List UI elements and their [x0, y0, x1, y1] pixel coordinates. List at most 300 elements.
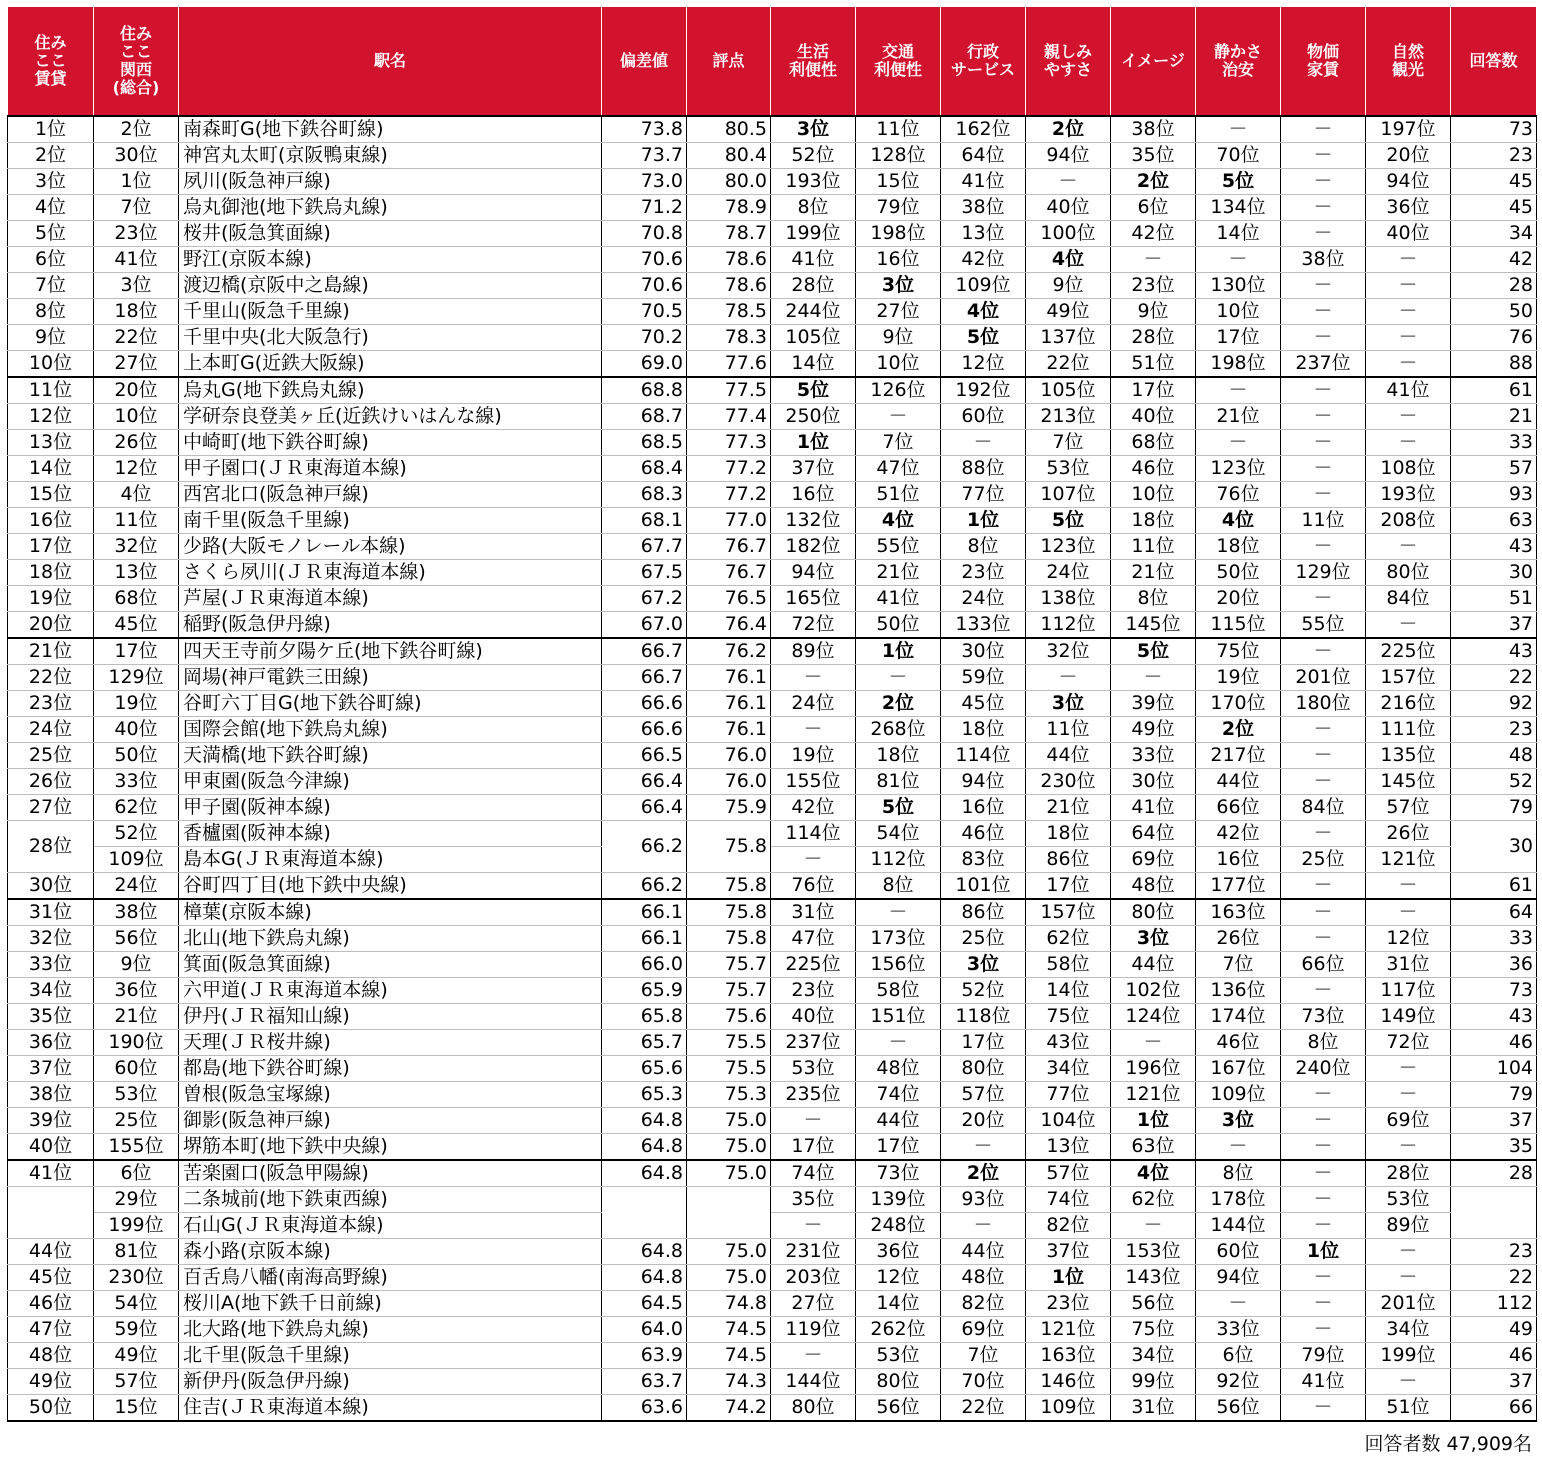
cell-rank-kansai: 10位	[94, 404, 179, 430]
cell-station-name: 曽根(阪急宝塚線)	[179, 1082, 602, 1108]
table-row	[8, 404, 1537, 430]
table-row	[8, 873, 1537, 900]
cell-price-rent: －	[1281, 586, 1366, 612]
header-deviation: 偏差値	[602, 7, 687, 117]
cell-rank-kansai: 190位	[94, 1030, 179, 1056]
cell-price-rent: 180位	[1281, 691, 1366, 717]
table-row	[8, 273, 1537, 299]
cell-rank-rent: 1位	[8, 116, 94, 143]
cell-response-count: 79	[1451, 795, 1537, 821]
cell-station-name: 四天王寺前夕陽ケ丘(地下鉄谷町線)	[179, 638, 602, 665]
cell-price-rent: －	[1281, 482, 1366, 508]
cell-score: 78.7	[687, 221, 771, 247]
cell-price-rent: －	[1281, 273, 1366, 299]
cell-score: 80.5	[687, 116, 771, 143]
cell-rank-kansai: 27位	[94, 351, 179, 378]
cell-image: －	[1111, 1213, 1196, 1239]
cell-quiet-safety: 18位	[1196, 534, 1281, 560]
cell-deviation: 70.6	[602, 273, 687, 299]
cell-convenience-life: 165位	[771, 586, 856, 612]
cell-deviation: 70.5	[602, 299, 687, 325]
cell-convenience-life: 105位	[771, 325, 856, 351]
cell-quiet-safety: －	[1196, 430, 1281, 456]
cell-station-name: 北山(地下鉄烏丸線)	[179, 926, 602, 952]
cell-price-rent: 79位	[1281, 1343, 1366, 1369]
cell-nature-tourism: －	[1366, 247, 1451, 273]
cell-price-rent: －	[1281, 1395, 1366, 1422]
cell-price-rent: －	[1281, 638, 1366, 665]
cell-friendliness: 105位	[1026, 377, 1111, 404]
cell-price-rent: 237位	[1281, 351, 1366, 378]
cell-admin-service: 17位	[941, 1030, 1026, 1056]
cell-friendliness: 138位	[1026, 586, 1111, 612]
cell-convenience-life: 250位	[771, 404, 856, 430]
cell-price-rent: 1位	[1281, 1239, 1366, 1265]
cell-friendliness: 2位	[1026, 116, 1111, 143]
cell-rank-rent: 47位	[8, 1317, 94, 1343]
cell-quiet-safety: 94位	[1196, 1265, 1281, 1291]
cell-response-count: 37	[1451, 612, 1537, 639]
cell-convenience-transport: 74位	[856, 1082, 941, 1108]
cell-price-rent: 41位	[1281, 1369, 1366, 1395]
cell-score: 75.8	[687, 873, 771, 900]
cell-friendliness: 43位	[1026, 1030, 1111, 1056]
cell-score: 76.0	[687, 743, 771, 769]
cell-convenience-transport: 47位	[856, 456, 941, 482]
cell-convenience-life: 114位	[771, 821, 856, 847]
cell-rank-kansai: 81位	[94, 1239, 179, 1265]
cell-price-rent: －	[1281, 534, 1366, 560]
cell-price-rent: －	[1281, 1213, 1366, 1239]
cell-station-name: 南千里(阪急千里線)	[179, 508, 602, 534]
cell-response-count: 66	[1451, 1395, 1537, 1422]
respondent-count: 回答者数 47,909名	[1364, 1433, 1532, 1455]
cell-response-count: 28	[1451, 1160, 1537, 1187]
cell-deviation: 66.1	[602, 926, 687, 952]
cell-image: 10位	[1111, 482, 1196, 508]
cell-station-name: 六甲道(ＪＲ東海道本線)	[179, 978, 602, 1004]
cell-score: 76.7	[687, 560, 771, 586]
cell-price-rent: 84位	[1281, 795, 1366, 821]
cell-admin-service: 57位	[941, 1082, 1026, 1108]
cell-convenience-transport: 248位	[856, 1213, 941, 1239]
cell-station-name: 堺筋本町(地下鉄中央線)	[179, 1134, 602, 1161]
cell-admin-service: 42位	[941, 247, 1026, 273]
table-row	[8, 1108, 1537, 1134]
cell-rank-rent: 44位	[8, 1239, 94, 1265]
cell-rank-kansai: 62位	[94, 795, 179, 821]
table-row	[8, 1134, 1537, 1161]
cell-score: 75.8	[687, 926, 771, 952]
cell-image: 48位	[1111, 873, 1196, 900]
cell-quiet-safety: 10位	[1196, 299, 1281, 325]
cell-image: 18位	[1111, 508, 1196, 534]
cell-nature-tourism: 225位	[1366, 638, 1451, 665]
cell-score: 75.7	[687, 952, 771, 978]
cell-station-name: 渡辺橋(京阪中之島線)	[179, 273, 602, 299]
cell-response-count: 61	[1451, 377, 1537, 404]
cell-deviation: 66.6	[602, 717, 687, 743]
cell-rank-kansai: 230位	[94, 1265, 179, 1291]
cell-friendliness: －	[1026, 665, 1111, 691]
cell-convenience-life: 27位	[771, 1291, 856, 1317]
cell-friendliness: 1位	[1026, 1265, 1111, 1291]
cell-convenience-transport: 2位	[856, 691, 941, 717]
cell-friendliness: 53位	[1026, 456, 1111, 482]
header-convenience-transport: 交通 利便性	[856, 7, 941, 117]
table-row	[8, 221, 1537, 247]
cell-convenience-transport: 51位	[856, 482, 941, 508]
cell-admin-service: 192位	[941, 377, 1026, 404]
header-nature-tourism: 自然 観光	[1366, 7, 1451, 117]
cell-quiet-safety: 8位	[1196, 1160, 1281, 1187]
header-quiet-safety: 静かさ 治安	[1196, 7, 1281, 117]
cell-nature-tourism: 216位	[1366, 691, 1451, 717]
cell-quiet-safety: 42位	[1196, 821, 1281, 847]
cell-friendliness: 21位	[1026, 795, 1111, 821]
cell-friendliness: 109位	[1026, 1395, 1111, 1422]
cell-response-count: 43	[1451, 534, 1537, 560]
cell-nature-tourism: 20位	[1366, 143, 1451, 169]
cell-rank-rent: 27位	[8, 795, 94, 821]
cell-station-name: 香櫨園(阪神本線)	[179, 821, 602, 847]
cell-image: －	[1111, 665, 1196, 691]
cell-quiet-safety: 33位	[1196, 1317, 1281, 1343]
cell-station-name: 国際会館(地下鉄烏丸線)	[179, 717, 602, 743]
table-row	[8, 430, 1537, 456]
cell-deviation: 70.8	[602, 221, 687, 247]
cell-response-count: 34	[1451, 221, 1537, 247]
cell-convenience-life: 19位	[771, 743, 856, 769]
cell-deviation: 68.7	[602, 404, 687, 430]
cell-score: 75.6	[687, 1004, 771, 1030]
cell-convenience-life: －	[771, 1343, 856, 1369]
cell-image: 35位	[1111, 143, 1196, 169]
cell-admin-service: 88位	[941, 456, 1026, 482]
cell-deviation: 64.5	[602, 1291, 687, 1317]
cell-deviation: 67.5	[602, 560, 687, 586]
cell-admin-service: 133位	[941, 612, 1026, 639]
cell-image: 40位	[1111, 404, 1196, 430]
cell-station-name: 甲東園(阪急今津線)	[179, 769, 602, 795]
cell-rank-kansai: 32位	[94, 534, 179, 560]
cell-score	[687, 1187, 771, 1239]
cell-rank-rent: 11位	[8, 377, 94, 404]
cell-rank-kansai: 17位	[94, 638, 179, 665]
cell-score: 77.2	[687, 482, 771, 508]
cell-quiet-safety: 2位	[1196, 717, 1281, 743]
cell-friendliness: 37位	[1026, 1239, 1111, 1265]
table-row	[8, 1317, 1537, 1343]
cell-quiet-safety: 178位	[1196, 1187, 1281, 1213]
cell-image: 56位	[1111, 1291, 1196, 1317]
header-admin-service: 行政 サービス	[941, 7, 1026, 117]
cell-response-count: 43	[1451, 638, 1537, 665]
cell-friendliness: －	[1026, 169, 1111, 195]
cell-quiet-safety: 20位	[1196, 586, 1281, 612]
cell-price-rent: －	[1281, 899, 1366, 926]
cell-quiet-safety: 217位	[1196, 743, 1281, 769]
cell-image: 28位	[1111, 325, 1196, 351]
cell-convenience-life: 80位	[771, 1395, 856, 1422]
cell-rank-rent: 21位	[8, 638, 94, 665]
cell-convenience-transport: 14位	[856, 1291, 941, 1317]
table-row	[8, 847, 1537, 873]
cell-quiet-safety: 163位	[1196, 899, 1281, 926]
cell-convenience-transport: 18位	[856, 743, 941, 769]
cell-rank-kansai: 29位	[94, 1187, 179, 1213]
cell-deviation: 65.9	[602, 978, 687, 1004]
cell-quiet-safety: 44位	[1196, 769, 1281, 795]
cell-admin-service: 101位	[941, 873, 1026, 900]
cell-convenience-transport: 198位	[856, 221, 941, 247]
cell-response-count: 45	[1451, 169, 1537, 195]
cell-nature-tourism: 111位	[1366, 717, 1451, 743]
cell-admin-service: 16位	[941, 795, 1026, 821]
cell-admin-service: 60位	[941, 404, 1026, 430]
cell-nature-tourism: 89位	[1366, 1213, 1451, 1239]
cell-station-name: 烏丸御池(地下鉄烏丸線)	[179, 195, 602, 221]
cell-deviation: 68.3	[602, 482, 687, 508]
cell-rank-kansai: 54位	[94, 1291, 179, 1317]
table-row	[8, 1160, 1537, 1187]
cell-station-name: 百舌鳥八幡(南海高野線)	[179, 1265, 602, 1291]
cell-convenience-transport: 262位	[856, 1317, 941, 1343]
cell-rank-kansai: 19位	[94, 691, 179, 717]
table-row	[8, 795, 1537, 821]
cell-quiet-safety: 70位	[1196, 143, 1281, 169]
table-row	[8, 456, 1537, 482]
cell-response-count: 37	[1451, 1369, 1537, 1395]
cell-price-rent: －	[1281, 221, 1366, 247]
cell-quiet-safety: 170位	[1196, 691, 1281, 717]
cell-score: 75.0	[687, 1239, 771, 1265]
cell-price-rent: 25位	[1281, 847, 1366, 873]
cell-convenience-transport: 8位	[856, 873, 941, 900]
cell-station-name: 夙川(阪急神戸線)	[179, 169, 602, 195]
cell-admin-service: 7位	[941, 1343, 1026, 1369]
cell-nature-tourism: 40位	[1366, 221, 1451, 247]
cell-price-rent: －	[1281, 169, 1366, 195]
cell-station-name: 島本G(ＪＲ東海道本線)	[179, 847, 602, 873]
table-row	[8, 169, 1537, 195]
cell-response-count: 64	[1451, 899, 1537, 926]
table-row	[8, 1343, 1537, 1369]
cell-convenience-life: 8位	[771, 195, 856, 221]
cell-rank-kansai: 41位	[94, 247, 179, 273]
cell-admin-service: 109位	[941, 273, 1026, 299]
cell-station-name: 二条城前(地下鉄東西線)	[179, 1187, 602, 1213]
cell-quiet-safety: 115位	[1196, 612, 1281, 639]
cell-price-rent: －	[1281, 1291, 1366, 1317]
cell-convenience-life: －	[771, 717, 856, 743]
cell-response-count: 79	[1451, 1082, 1537, 1108]
cell-rank-rent: 48位	[8, 1343, 94, 1369]
cell-admin-service: 30位	[941, 638, 1026, 665]
table-row	[8, 116, 1537, 143]
cell-deviation: 66.7	[602, 638, 687, 665]
cell-rank-rent: 38位	[8, 1082, 94, 1108]
cell-image: 196位	[1111, 1056, 1196, 1082]
cell-price-rent: －	[1281, 116, 1366, 143]
cell-rank-kansai: 20位	[94, 377, 179, 404]
cell-price-rent: 129位	[1281, 560, 1366, 586]
cell-rank-rent: 37位	[8, 1056, 94, 1082]
cell-quiet-safety: －	[1196, 377, 1281, 404]
header-rank-kansai: 住み ここ 関西 (総合)	[94, 7, 179, 117]
cell-score: 76.4	[687, 612, 771, 639]
cell-response-count: 73	[1451, 116, 1537, 143]
cell-quiet-safety: －	[1196, 1291, 1281, 1317]
cell-convenience-life: 17位	[771, 1134, 856, 1161]
cell-rank-rent: 39位	[8, 1108, 94, 1134]
cell-nature-tourism: －	[1366, 873, 1451, 900]
cell-station-name: 石山G(ＪＲ東海道本線)	[179, 1213, 602, 1239]
cell-price-rent: －	[1281, 195, 1366, 221]
cell-convenience-life: 132位	[771, 508, 856, 534]
cell-response-count: 50	[1451, 299, 1537, 325]
cell-rank-rent: 35位	[8, 1004, 94, 1030]
cell-image: 8位	[1111, 586, 1196, 612]
cell-quiet-safety: 167位	[1196, 1056, 1281, 1082]
cell-deviation: 69.0	[602, 351, 687, 378]
cell-convenience-life: －	[771, 847, 856, 873]
cell-image: 21位	[1111, 560, 1196, 586]
cell-deviation: 64.0	[602, 1317, 687, 1343]
cell-rank-rent: 26位	[8, 769, 94, 795]
cell-friendliness: 137位	[1026, 325, 1111, 351]
cell-image: 41位	[1111, 795, 1196, 821]
cell-admin-service: 38位	[941, 195, 1026, 221]
cell-nature-tourism: 201位	[1366, 1291, 1451, 1317]
cell-quiet-safety: 177位	[1196, 873, 1281, 900]
table-row	[8, 978, 1537, 1004]
cell-rank-rent: 32位	[8, 926, 94, 952]
cell-rank-rent: 50位	[8, 1395, 94, 1422]
cell-score: 80.0	[687, 169, 771, 195]
cell-friendliness: 123位	[1026, 534, 1111, 560]
cell-convenience-life: 231位	[771, 1239, 856, 1265]
table-row	[8, 325, 1537, 351]
cell-nature-tourism: －	[1366, 299, 1451, 325]
cell-convenience-transport: 56位	[856, 1395, 941, 1422]
cell-admin-service: －	[941, 430, 1026, 456]
cell-score: 75.5	[687, 1056, 771, 1082]
cell-score: 77.4	[687, 404, 771, 430]
cell-nature-tourism: 197位	[1366, 116, 1451, 143]
cell-friendliness: 213位	[1026, 404, 1111, 430]
header-station-name: 駅名	[179, 7, 602, 117]
cell-response-count: 23	[1451, 143, 1537, 169]
cell-score: 75.5	[687, 1030, 771, 1056]
header-image: イメージ	[1111, 7, 1196, 117]
table-row	[8, 691, 1537, 717]
cell-convenience-life: 40位	[771, 1004, 856, 1030]
cell-admin-service: 1位	[941, 508, 1026, 534]
cell-station-name: 千里山(阪急千里線)	[179, 299, 602, 325]
cell-friendliness: 17位	[1026, 873, 1111, 900]
cell-station-name: 箕面(阪急箕面線)	[179, 952, 602, 978]
cell-deviation: 63.7	[602, 1369, 687, 1395]
cell-rank-kansai: 15位	[94, 1395, 179, 1422]
cell-convenience-transport: 21位	[856, 560, 941, 586]
cell-friendliness: 4位	[1026, 247, 1111, 273]
table-row	[8, 1187, 1537, 1213]
cell-admin-service: 24位	[941, 586, 1026, 612]
cell-rank-kansai: 11位	[94, 508, 179, 534]
cell-image: 4位	[1111, 1160, 1196, 1187]
cell-score: 76.1	[687, 665, 771, 691]
cell-score: 75.8	[687, 821, 771, 873]
cell-rank-kansai: 30位	[94, 143, 179, 169]
cell-convenience-life: 94位	[771, 560, 856, 586]
cell-image: 75位	[1111, 1317, 1196, 1343]
cell-rank-kansai: 33位	[94, 769, 179, 795]
cell-convenience-life: 41位	[771, 247, 856, 273]
cell-convenience-transport: 44位	[856, 1108, 941, 1134]
cell-price-rent: －	[1281, 873, 1366, 900]
cell-rank-kansai: 57位	[94, 1369, 179, 1395]
cell-nature-tourism: －	[1366, 612, 1451, 639]
cell-image: 39位	[1111, 691, 1196, 717]
cell-station-name: 森小路(京阪本線)	[179, 1239, 602, 1265]
cell-rank-rent: 2位	[8, 143, 94, 169]
cell-nature-tourism: －	[1366, 273, 1451, 299]
cell-rank-kansai: 155位	[94, 1134, 179, 1161]
cell-admin-service: 114位	[941, 743, 1026, 769]
table-row	[8, 377, 1537, 404]
cell-nature-tourism: －	[1366, 430, 1451, 456]
cell-convenience-transport: 81位	[856, 769, 941, 795]
cell-station-name: 甲子園口(ＪＲ東海道本線)	[179, 456, 602, 482]
cell-price-rent: －	[1281, 1187, 1366, 1213]
cell-friendliness: 49位	[1026, 299, 1111, 325]
cell-admin-service: 48位	[941, 1265, 1026, 1291]
cell-price-rent: －	[1281, 769, 1366, 795]
cell-image: 3位	[1111, 926, 1196, 952]
cell-friendliness: 75位	[1026, 1004, 1111, 1030]
cell-convenience-life: 31位	[771, 899, 856, 926]
cell-response-count: 51	[1451, 586, 1537, 612]
cell-rank-rent: 9位	[8, 325, 94, 351]
cell-admin-service: 4位	[941, 299, 1026, 325]
cell-convenience-life: 42位	[771, 795, 856, 821]
cell-station-name: 西宮北口(阪急神戸線)	[179, 482, 602, 508]
cell-price-rent: －	[1281, 377, 1366, 404]
table-row	[8, 769, 1537, 795]
cell-friendliness: 13位	[1026, 1134, 1111, 1161]
cell-admin-service: 12位	[941, 351, 1026, 378]
cell-rank-rent: 17位	[8, 534, 94, 560]
cell-convenience-life: 14位	[771, 351, 856, 378]
cell-convenience-transport: 27位	[856, 299, 941, 325]
cell-rank-rent: 4位	[8, 195, 94, 221]
cell-convenience-life: 16位	[771, 482, 856, 508]
cell-score: 75.9	[687, 795, 771, 821]
cell-rank-rent: 31位	[8, 899, 94, 926]
cell-friendliness: 5位	[1026, 508, 1111, 534]
cell-rank-kansai: 36位	[94, 978, 179, 1004]
table-row	[8, 143, 1537, 169]
cell-nature-tourism: 72位	[1366, 1030, 1451, 1056]
cell-station-name: 天満橋(地下鉄谷町線)	[179, 743, 602, 769]
cell-response-count: 93	[1451, 482, 1537, 508]
cell-rank-rent: 3位	[8, 169, 94, 195]
cell-admin-service: 2位	[941, 1160, 1026, 1187]
cell-convenience-life: 74位	[771, 1160, 856, 1187]
cell-friendliness: 44位	[1026, 743, 1111, 769]
cell-friendliness: 57位	[1026, 1160, 1111, 1187]
